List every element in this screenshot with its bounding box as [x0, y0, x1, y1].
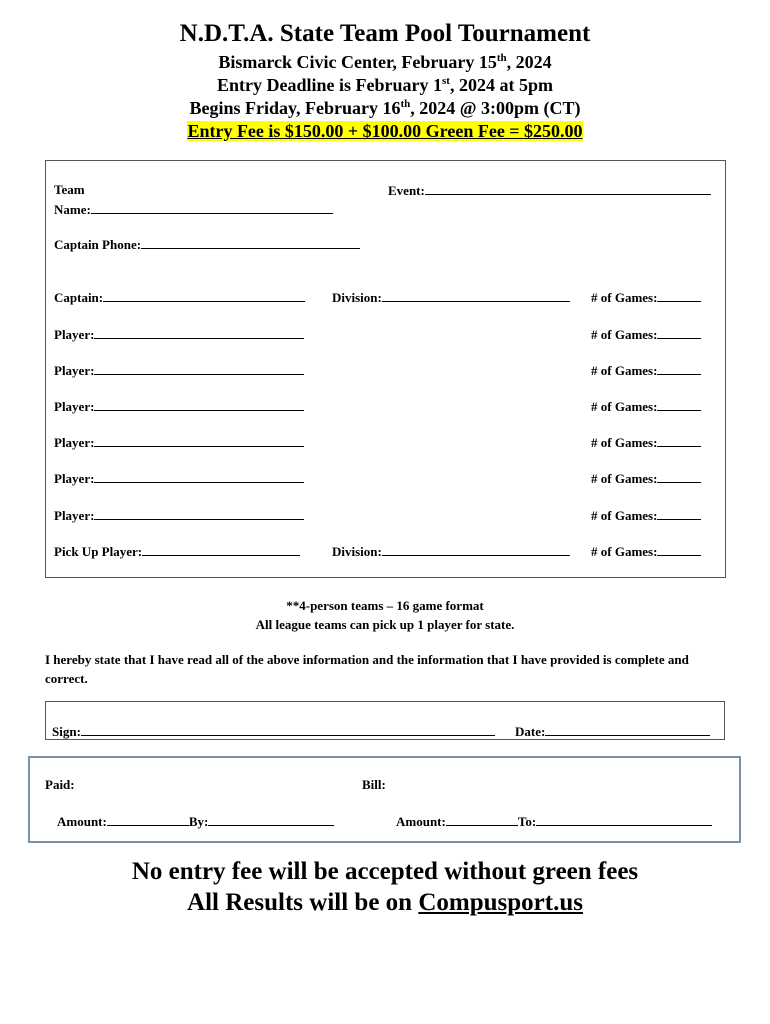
entry-deadline-line: Entry Deadline is February 1st, 2024 at 5pm [217, 75, 553, 95]
captain-phone-field[interactable]: Captain Phone: [54, 236, 360, 253]
sign-field[interactable]: Sign: [52, 723, 495, 740]
footer-notice [0, 856, 770, 918]
player-field[interactable]: Player: [54, 362, 304, 379]
player-games-field[interactable]: # of Games: [591, 326, 701, 343]
venue-date-line: Bismarck Civic Center, February 15th, 2024 [218, 52, 552, 72]
team-entry-form [45, 160, 726, 578]
certification-statement: I hereby state that I have read all of the above information and the information that I have provided is complete and correct. [45, 652, 689, 686]
player-games-field[interactable]: # of Games: [591, 470, 701, 487]
entry-fee-banner: Entry Fee is $150.00 + $100.00 Green Fee = $250.00 [187, 121, 583, 141]
player-field[interactable]: Player: [54, 470, 304, 487]
team-name-field[interactable]: Name: [54, 201, 333, 218]
captain-division-field[interactable]: Division: [332, 289, 570, 306]
paid-label: Paid: [45, 777, 75, 792]
player-games-field[interactable]: # of Games: [591, 507, 701, 524]
player-games-field[interactable]: # of Games: [591, 398, 701, 415]
bill-amount-field[interactable]: Amount: To: [396, 813, 712, 830]
signature-box [45, 701, 725, 740]
player-games-field[interactable]: # of Games: [591, 362, 701, 379]
pickup-division-field[interactable]: Division: [332, 543, 570, 560]
bill-label: Bill: [362, 777, 386, 792]
page-title: N.D.T.A. State Team Pool Tournament [179, 20, 591, 47]
captain-field[interactable]: Captain: [54, 289, 305, 306]
format-notes [0, 596, 770, 634]
pickup-player-field[interactable]: Pick Up Player: [54, 543, 300, 560]
results-link[interactable]: Compusport.us [418, 889, 583, 916]
player-field[interactable]: Player: [54, 507, 304, 524]
office-use-box [28, 756, 741, 843]
player-field[interactable]: Player: [54, 398, 304, 415]
player-field[interactable]: Player: [54, 434, 304, 451]
format-note: **4-person teams – 16 game format [286, 598, 484, 613]
start-time-line: Begins Friday, February 16th, 2024 @ 3:00pm (CT) [189, 98, 581, 118]
player-field[interactable]: Player: [54, 326, 304, 343]
team-name-label-top: Team [54, 182, 85, 197]
results-notice: All Results will be on Compusport.us [187, 889, 583, 916]
green-fee-notice: No entry fee will be accepted without green fees [131, 858, 639, 885]
captain-games-field[interactable]: # of Games: [591, 289, 701, 306]
event-field[interactable]: Event: [388, 182, 711, 199]
date-field[interactable]: Date: [515, 723, 710, 740]
player-games-field[interactable]: # of Games: [591, 434, 701, 451]
paid-amount-field[interactable]: Amount: By: [57, 813, 334, 830]
pickup-games-field[interactable]: # of Games: [591, 543, 701, 560]
pickup-note: All league teams can pick up 1 player for state. [255, 617, 515, 632]
